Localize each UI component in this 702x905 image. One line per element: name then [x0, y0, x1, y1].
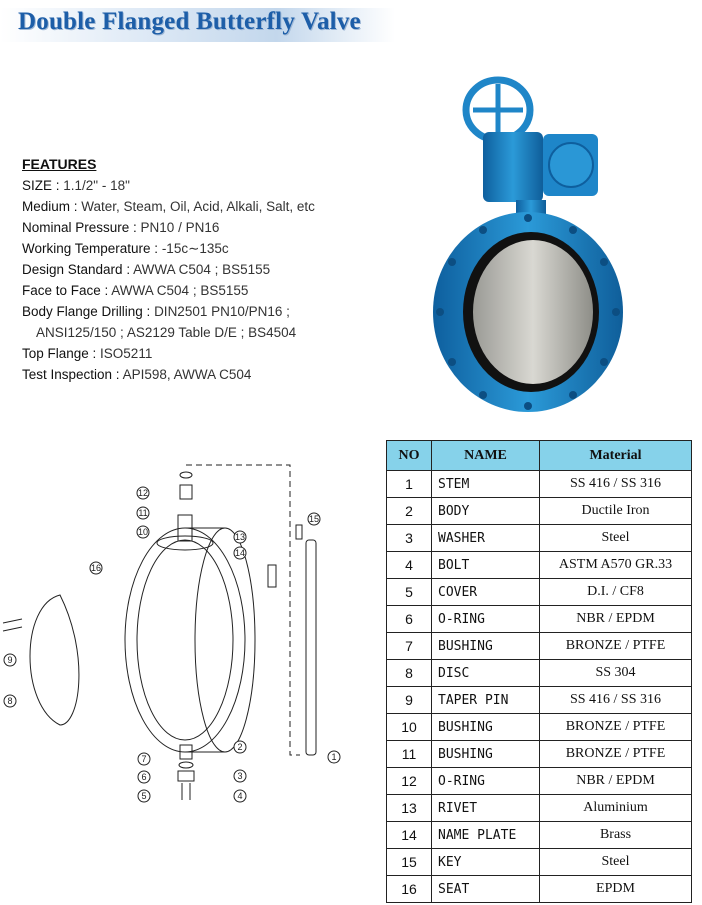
- cell-no: 14: [387, 822, 432, 849]
- callout-16: [90, 562, 102, 574]
- feature-row: [22, 175, 382, 196]
- valve-photo: [428, 72, 628, 417]
- callout-8: [4, 695, 16, 707]
- cell-material: SS 304: [540, 660, 692, 687]
- cell-material: NBR / EPDM: [540, 768, 692, 795]
- table-row: [387, 606, 692, 633]
- cell-name: COVER: [432, 579, 540, 606]
- feature-row: [22, 217, 382, 238]
- parts-table: [386, 440, 692, 903]
- table-row: [387, 741, 692, 768]
- callout-1: [328, 751, 340, 763]
- feature-row: [22, 301, 382, 322]
- table-row: [387, 552, 692, 579]
- cell-name: STEM: [432, 471, 540, 498]
- cell-name: TAPER PIN: [432, 687, 540, 714]
- callout-label: 13: [234, 532, 246, 542]
- feature-value: API598, AWWA C504: [122, 367, 252, 382]
- callout-label: 15: [308, 514, 320, 524]
- cell-material: BRONZE / PTFE: [540, 633, 692, 660]
- features-heading: FEATURES: [22, 156, 97, 172]
- callout-15: [308, 513, 320, 525]
- cell-material: ASTM A570 GR.33: [540, 552, 692, 579]
- feature-label: Top Flange :: [22, 346, 101, 361]
- table-row: [387, 822, 692, 849]
- table-row: [387, 768, 692, 795]
- callout-label: 5: [141, 791, 147, 801]
- cell-name: BUSHING: [432, 741, 540, 768]
- callout-5: [138, 790, 150, 802]
- table-row: [387, 471, 692, 498]
- feature-row: [22, 196, 382, 217]
- cell-name: WASHER: [432, 525, 540, 552]
- cell-material: D.I. / CF8: [540, 579, 692, 606]
- cell-no: 8: [387, 660, 432, 687]
- cell-no: 12: [387, 768, 432, 795]
- callout-10: [137, 526, 149, 538]
- callout-label: 9: [7, 655, 13, 665]
- header-material: Material: [540, 441, 692, 471]
- feature-value: -15c∼135c: [161, 241, 229, 256]
- cell-name: BOLT: [432, 552, 540, 579]
- feature-row: [22, 259, 382, 280]
- cell-name: BODY: [432, 498, 540, 525]
- feature-value: ISO5211: [100, 346, 153, 361]
- cell-name: BUSHING: [432, 714, 540, 741]
- callout-label: 7: [141, 754, 147, 764]
- feature-value: AWWA C504 ; BS5155: [133, 262, 271, 277]
- page-title: Double Flanged Butterfly Valve: [18, 8, 361, 35]
- callout-11: [137, 507, 149, 519]
- cell-material: Steel: [540, 849, 692, 876]
- feature-row: [22, 280, 382, 301]
- cell-no: 2: [387, 498, 432, 525]
- cell-no: 15: [387, 849, 432, 876]
- header-no: NO: [387, 441, 432, 471]
- feature-label: Test Inspection :: [22, 367, 123, 382]
- callout-2: [234, 741, 246, 753]
- table-row: [387, 876, 692, 903]
- feature-label: Nominal Pressure :: [22, 220, 141, 235]
- callout-4: [234, 790, 246, 802]
- callout-label: 10: [137, 527, 149, 537]
- feature-row: [22, 343, 382, 364]
- cell-name: RIVET: [432, 795, 540, 822]
- table-row: [387, 795, 692, 822]
- cell-material: Brass: [540, 822, 692, 849]
- callout-label: 3: [237, 771, 243, 781]
- callout-label: 6: [141, 772, 147, 782]
- callout-12: [137, 487, 149, 499]
- feature-value: ANSI125/150 ; AS2129 Table D/E ; BS4504: [36, 325, 297, 340]
- feature-row: [22, 322, 382, 343]
- feature-value: DIN2501 PN10/PN16 ;: [154, 304, 290, 319]
- callout-label: 8: [7, 696, 13, 706]
- cell-material: Steel: [540, 525, 692, 552]
- feature-label: Medium :: [22, 199, 82, 214]
- cell-no: 10: [387, 714, 432, 741]
- feature-value: PN10 / PN16: [140, 220, 220, 235]
- callout-label: 16: [90, 563, 102, 573]
- cell-material: NBR / EPDM: [540, 606, 692, 633]
- table-row: [387, 660, 692, 687]
- callout-3: [234, 770, 246, 782]
- cell-no: 9: [387, 687, 432, 714]
- feature-row: [22, 364, 382, 385]
- cell-name: O-RING: [432, 768, 540, 795]
- table-row: [387, 849, 692, 876]
- cell-name: SEAT: [432, 876, 540, 903]
- table-header-row: [387, 441, 692, 471]
- cell-material: EPDM: [540, 876, 692, 903]
- table-row: [387, 714, 692, 741]
- callout-13: [234, 531, 246, 543]
- features-section: [22, 154, 382, 385]
- callout-6: [138, 771, 150, 783]
- cell-material: Ductile Iron: [540, 498, 692, 525]
- cell-no: 1: [387, 471, 432, 498]
- callout-label: 4: [237, 791, 243, 801]
- cell-no: 6: [387, 606, 432, 633]
- callout-label: 2: [237, 742, 243, 752]
- cell-no: 4: [387, 552, 432, 579]
- callout-label: 12: [137, 488, 149, 498]
- cell-no: 7: [387, 633, 432, 660]
- cell-material: SS 416 / SS 316: [540, 687, 692, 714]
- feature-label: SIZE :: [22, 178, 64, 193]
- feature-label: Body Flange Drilling :: [22, 304, 155, 319]
- header-name: NAME: [432, 441, 540, 471]
- cell-name: DISC: [432, 660, 540, 687]
- callout-14: [234, 547, 246, 559]
- feature-value: 1.1/2" - 18": [63, 178, 130, 193]
- feature-value: Water, Steam, Oil, Acid, Alkali, Salt, etc: [81, 199, 315, 214]
- callout-7: [138, 753, 150, 765]
- cell-name: O-RING: [432, 606, 540, 633]
- callout-label: 1: [331, 752, 337, 762]
- cell-no: 13: [387, 795, 432, 822]
- feature-label: Design Standard :: [22, 262, 134, 277]
- cell-no: 16: [387, 876, 432, 903]
- cell-no: 5: [387, 579, 432, 606]
- exploded-diagram: [0, 455, 370, 835]
- cell-material: SS 416 / SS 316: [540, 471, 692, 498]
- callout-label: 14: [234, 548, 246, 558]
- feature-row: [22, 238, 382, 259]
- cell-name: KEY: [432, 849, 540, 876]
- callout-label: 11: [138, 508, 148, 518]
- feature-label: Working Temperature :: [22, 241, 162, 256]
- callout-9: [4, 654, 16, 666]
- cell-material: Aluminium: [540, 795, 692, 822]
- table-row: [387, 633, 692, 660]
- cell-no: 11: [387, 741, 432, 768]
- table-row: [387, 498, 692, 525]
- table-row: [387, 525, 692, 552]
- cell-name: NAME PLATE: [432, 822, 540, 849]
- table-row: [387, 579, 692, 606]
- feature-label: Face to Face :: [22, 283, 112, 298]
- feature-value: AWWA C504 ; BS5155: [111, 283, 249, 298]
- table-row: [387, 687, 692, 714]
- cell-no: 3: [387, 525, 432, 552]
- cell-name: BUSHING: [432, 633, 540, 660]
- cell-material: BRONZE / PTFE: [540, 714, 692, 741]
- cell-material: BRONZE / PTFE: [540, 741, 692, 768]
